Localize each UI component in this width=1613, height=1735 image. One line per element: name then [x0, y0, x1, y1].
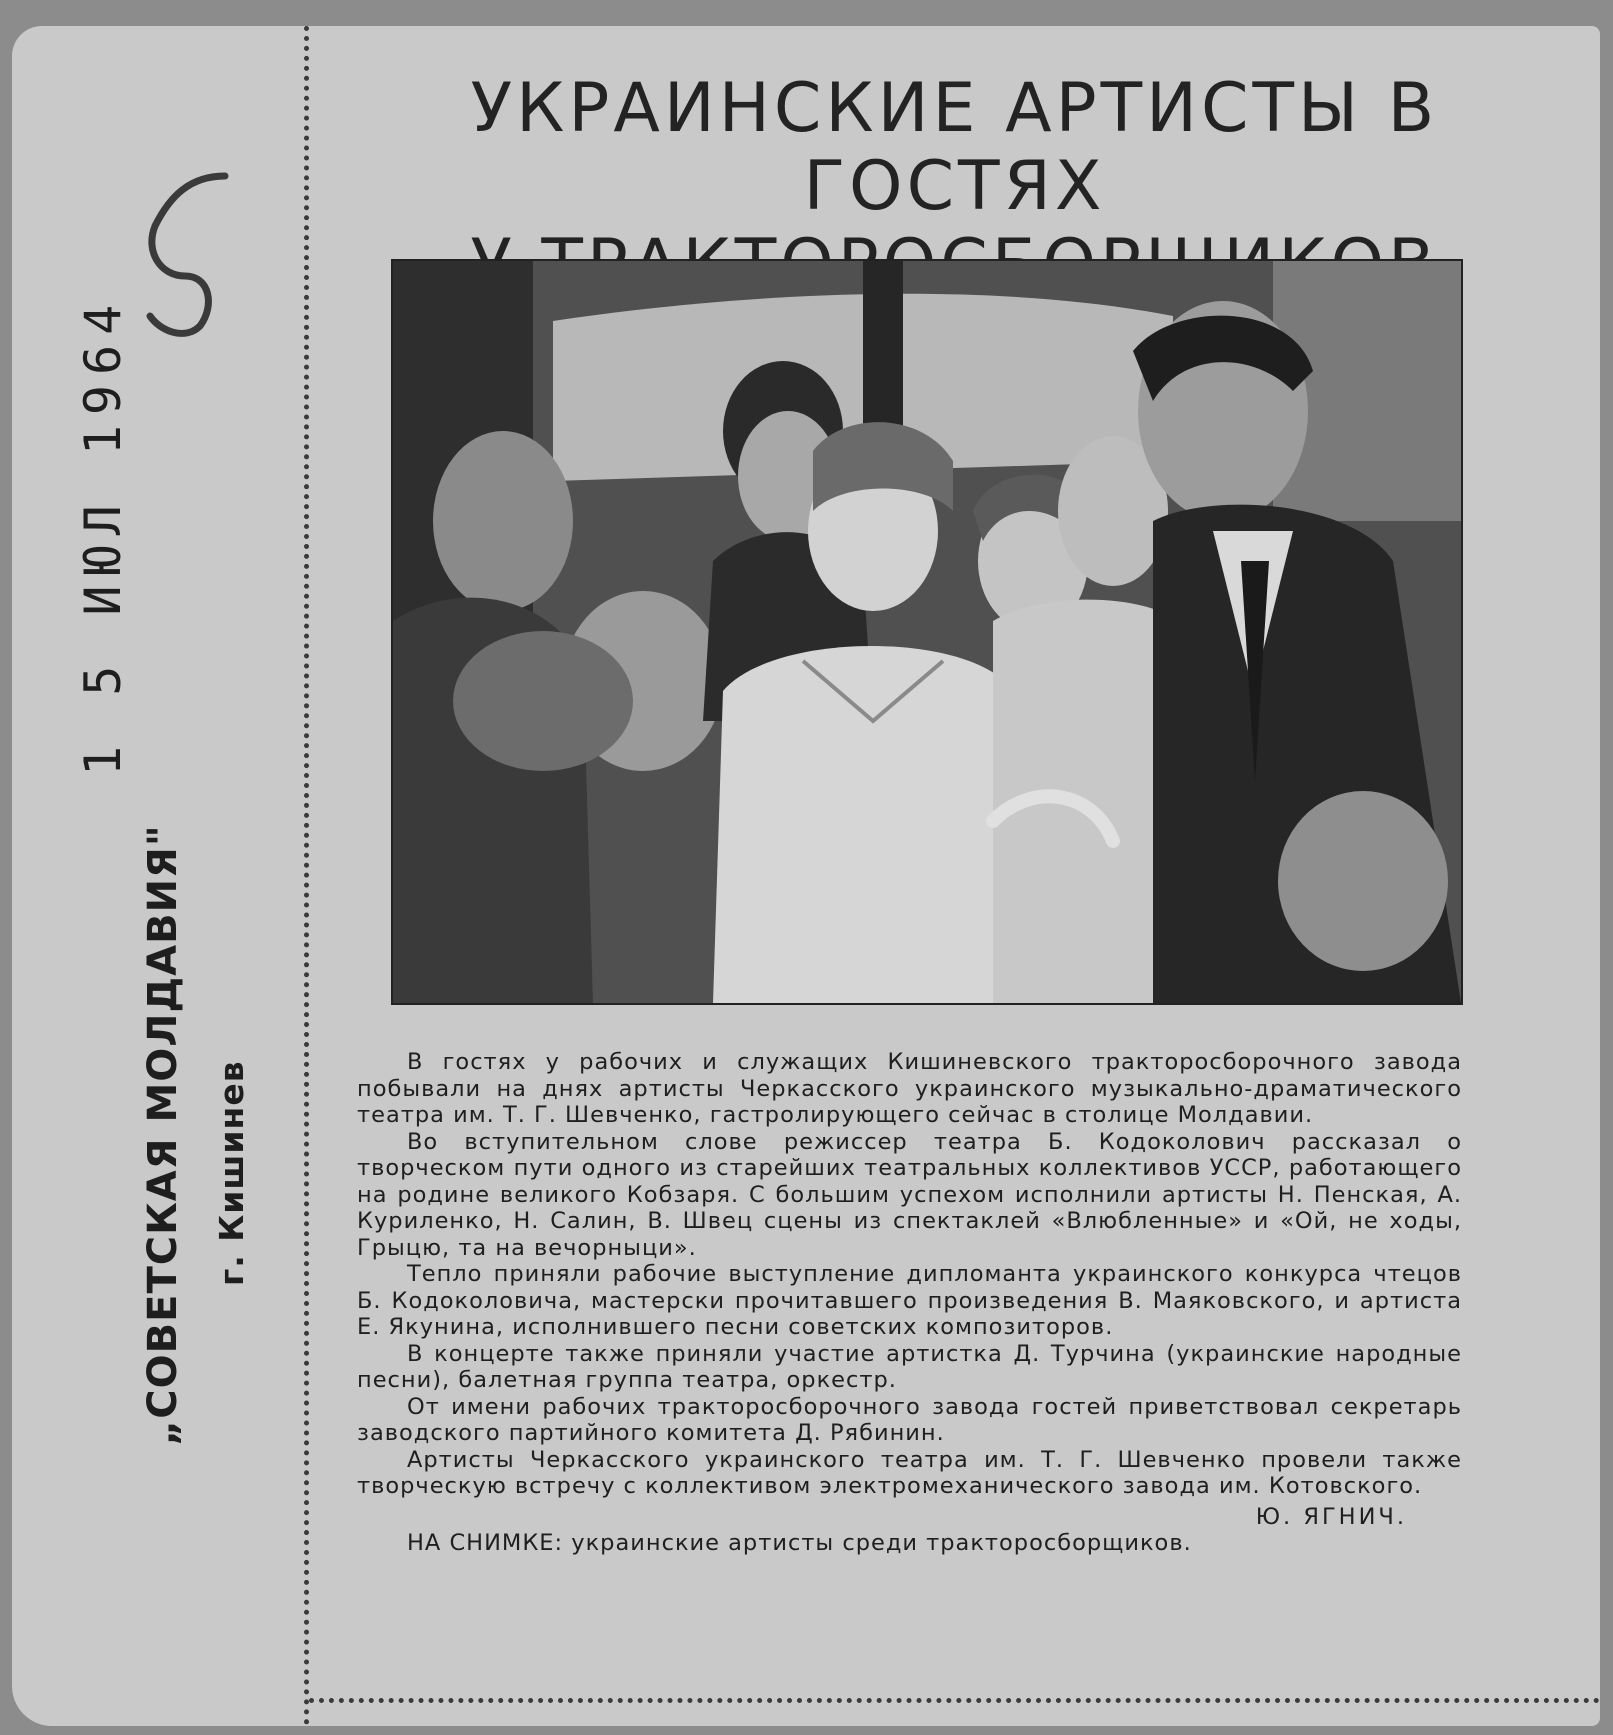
- city-label: г. Кишинев: [212, 1060, 251, 1286]
- photo-caption: НА СНИМКЕ: украинские артисты среди тракторосборщиков.: [407, 1530, 1192, 1556]
- archive-sheet: [12, 26, 1600, 1726]
- article-body: [357, 1049, 1462, 1557]
- archive-stub: [12, 26, 309, 1726]
- date-stamp: 1 5 ИЮЛ 1964: [74, 294, 132, 776]
- article-paragraph: В концерте также приняли участие артистка Д. Турчина (украинские народные песни), балетная группа театра, оркестр.: [357, 1340, 1462, 1393]
- handwritten-mark-icon: [130, 156, 250, 356]
- news-photo: [391, 259, 1463, 1005]
- article-paragraph: Тепло приняли рабочие выступление дипломанта украинского конкурса чтецов Б. Кодоколовича, мастерски прочитавшего произведения В. Маяковского, и артиста Е. Якунина, исполнившего песни советских композиторов.: [357, 1261, 1462, 1340]
- article-paragraph: Артисты Черкасского украинского театра им. Т. Г. Шевченко провели также творческую встречу с коллективом электромеханического завода им. Котовского.: [357, 1446, 1462, 1499]
- article-author: Ю. ЯГНИЧ.: [1255, 1503, 1407, 1530]
- newspaper-clipping: [309, 26, 1600, 1703]
- article-paragraph: В гостях у рабочих и служащих Кишиневского тракторосборочного завода побывали на днях артисты Черкасского украинского музыкально-драматического театра им. Т. Г. Шевченко, гастролирующего сейчас в столице Молдавии.: [357, 1049, 1462, 1128]
- headline-line-1: УКРАИНСКИЕ АРТИСТЫ В ГОСТЯХ: [470, 69, 1439, 226]
- article-paragraph: От имени рабочих тракторосборочного завода гостей приветствовал секретарь заводского партийного комитета Д. Рябинин.: [357, 1393, 1462, 1446]
- article-paragraph: Во вступительном слове режиссер театра Б. Кодоколович рассказал о творческом пути одного из старейших театральных коллективов УССР, работающего на родине великого Кобзаря. С большим успехом исполнили артисты Н. Пенская, А. Куриленко, Н. Салин, В. Швец сцены из спектаклей «Влюбленные» и «Ой, не ходы, Грыцю, та на вечорныци».: [357, 1128, 1462, 1261]
- newspaper-name: „СОВЕТСКАЯ МОЛДАВИЯ": [140, 824, 186, 1446]
